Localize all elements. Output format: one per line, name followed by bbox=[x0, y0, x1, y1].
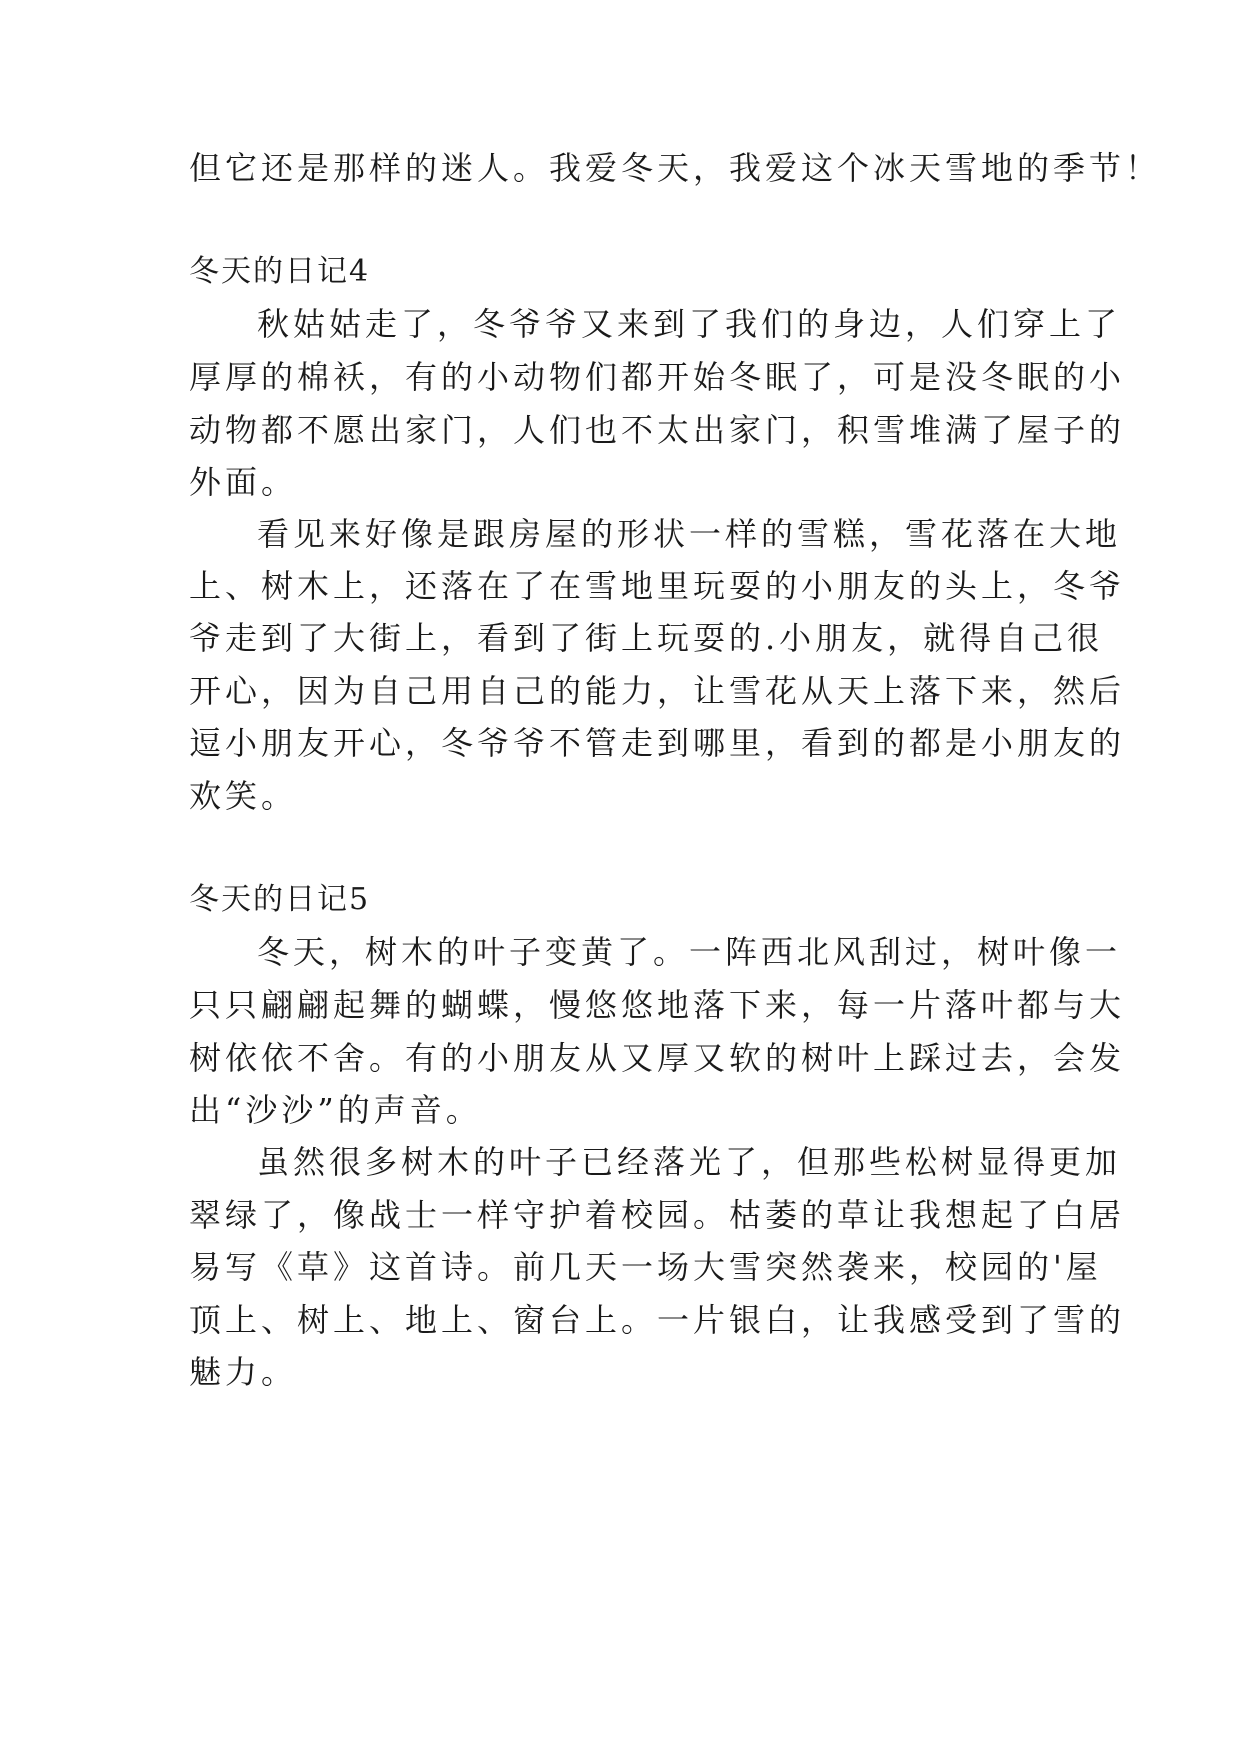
entry-4-title: 冬天的日记4 bbox=[189, 254, 371, 289]
entry-5-p1-line-3: 树依依不舍。有的小朋友从又厚又软的树叶上踩过去，会发 bbox=[189, 1039, 1126, 1077]
entry-4-p2-line-1: 看见来好像是跟房屋的形状一样的雪糕，雪花落在大地 bbox=[257, 515, 1122, 553]
entry-4-p2-line-5: 逗小朋友开心，冬爷爷不管走到哪里，看到的都是小朋友的 bbox=[189, 724, 1126, 762]
entry-5-p2-line-3: 易写《草》这首诗。前几天一场大雪突然袭来，校园的'屋 bbox=[189, 1248, 1102, 1286]
entry-5-p1-line-2: 只只翩翩起舞的蝴蝶，慢悠悠地落下来，每一片落叶都与大 bbox=[189, 986, 1126, 1024]
entry-4-p1-line-1: 秋姑姑走了，冬爷爷又来到了我们的身边，人们穿上了 bbox=[257, 305, 1122, 343]
entry-4-p1-line-2: 厚厚的棉袄，有的小动物们都开始冬眠了，可是没冬眠的小 bbox=[189, 358, 1126, 396]
entry-4-p2-line-4: 开心，因为自己用自己的能力，让雪花从天上落下来，然后 bbox=[189, 672, 1126, 710]
entry-4-p2-line-2: 上、树木上，还落在了在雪地里玩耍的小朋友的头上，冬爷 bbox=[189, 567, 1126, 605]
entry-5-p2-line-4: 顶上、树上、地上、窗台上。一片银白，让我感受到了雪的 bbox=[189, 1301, 1126, 1339]
entry-4-p1-line-3: 动物都不愿出家门，人们也不太出家门，积雪堆满了屋子的 bbox=[189, 411, 1126, 449]
entry-5-p2-line-1: 虽然很多树木的叶子已经落光了，但那些松树显得更加 bbox=[257, 1143, 1122, 1181]
entry-4-p1-line-4: 外面。 bbox=[189, 463, 298, 501]
entry-5-title: 冬天的日记5 bbox=[189, 882, 371, 917]
entry-5-p1-line-4: 出“沙沙”的声音。 bbox=[189, 1091, 482, 1129]
entry-5-p2-line-2: 翠绿了，像战士一样守护着校园。枯萎的草让我想起了白居 bbox=[189, 1196, 1126, 1234]
entry-5-p1-line-1: 冬天，树木的叶子变黄了。一阵西北风刮过，树叶像一 bbox=[257, 933, 1122, 971]
entry-5-p2-line-5: 魅力。 bbox=[189, 1353, 298, 1391]
entry-4-p2-line-6: 欢笑。 bbox=[189, 777, 298, 815]
entry-4-p2-line-3: 爷走到了大街上，看到了街上玩耍的.小朋友，就得自己很 bbox=[189, 619, 1104, 657]
intro-line: 但它还是那样的迷人。我爱冬天，我爱这个冰天雪地的季节！ bbox=[189, 149, 1162, 187]
